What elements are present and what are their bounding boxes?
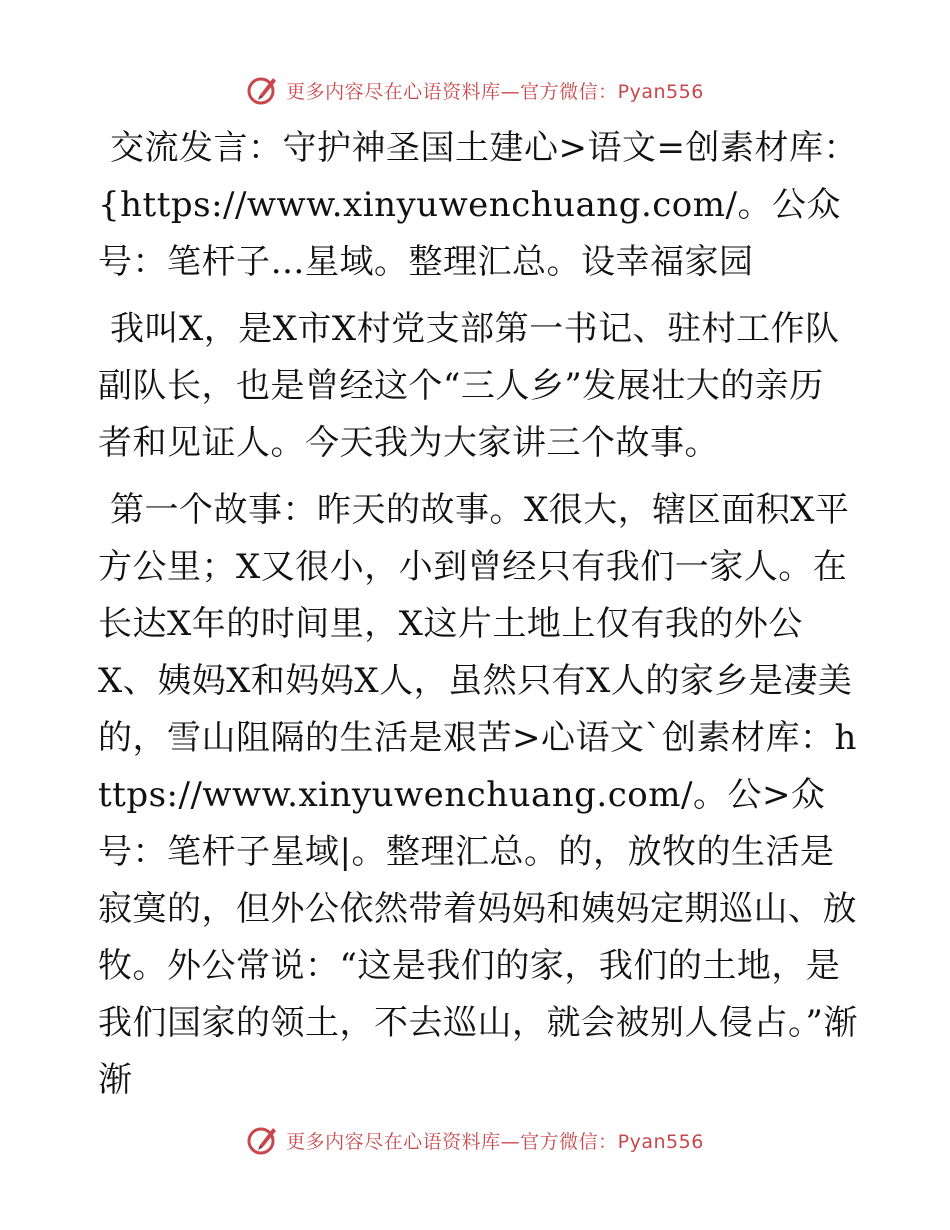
paragraph-2: 我叫X，是X市X村党支部第一书记、驻村工作队副队长，也是曾经这个“三人乡”发展壮大的亲历者和见证人。今天我为大家讲三个故事。: [98, 309, 840, 463]
header-watermark: [0, 70, 950, 110]
footer-watermark: [0, 1120, 950, 1160]
watermark-text: 更多内容尽在心语资料库—官方微信：Pyan556: [286, 80, 704, 103]
quill-pen-circle-icon: [246, 73, 280, 107]
watermark-text: 更多内容尽在心语资料库—官方微信：Pyan556: [286, 1130, 704, 1153]
quill-pen-circle-icon: [246, 1123, 280, 1157]
paragraph-3: 第一个故事：昨天的故事。X很大，辖区面积X平方公里；X又很小，小到曾经只有我们一家人。在长达X年的时间里，X这片土地上仅有我的外公X、姨妈X和妈妈X人，虽然只有X人的家乡是凄美的，雪山阻隔的生活是艰苦>心语文`创素材库：https://www.xinyuwenchuang.com/。公>众号：笔杆子星域|。整理汇总。的，放牧的生活是寂寞的，但外公依然带着妈妈和姨妈定期巡山、放牧。外公常说：“这是我们的家，我们的土地，是我们国家的领土，不去巡山，就会被别人侵占。”渐渐: [98, 490, 858, 1100]
paragraph-1: 交流发言：守护神圣国土建心>语文=创素材库：{https://www.xinyuwenchuang.com/。公众号：笔杆子…星域。整理汇总。设幸福家园: [98, 128, 858, 282]
document-body: [98, 120, 858, 1119]
